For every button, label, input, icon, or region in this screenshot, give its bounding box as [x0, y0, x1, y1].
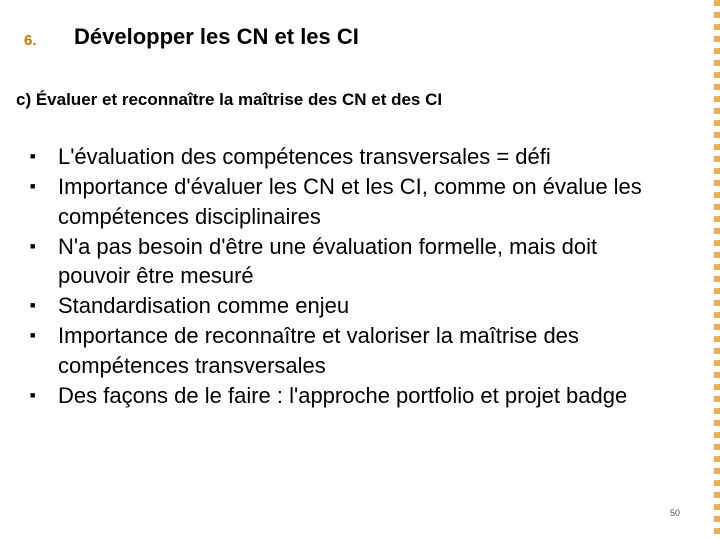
edge-dash-decoration [696, 0, 720, 540]
square-bullet-icon: ■ [30, 181, 36, 191]
page-number: 50 [669, 508, 680, 518]
bullet-item [30, 142, 670, 172]
square-bullet-icon: ■ [30, 151, 36, 161]
square-bullet-icon: ■ [30, 389, 36, 400]
edge-dash [714, 48, 720, 54]
edge-dash [714, 156, 720, 162]
edge-dash [714, 216, 720, 222]
bullet-text: Standardisation comme enjeu [58, 293, 350, 318]
subtitle: c) Évaluer et reconnaître la maîtrise des CN et des CI [16, 90, 443, 109]
edge-dash [714, 96, 720, 102]
edge-dash [714, 168, 720, 174]
square-bullet-icon: ■ [30, 300, 36, 310]
edge-dash [714, 420, 720, 426]
edge-dash [714, 492, 720, 498]
edge-dash [714, 468, 720, 474]
edge-dash [714, 444, 720, 450]
square-bullet-icon: ■ [30, 330, 36, 340]
edge-dash [714, 312, 720, 318]
bullet-item [30, 291, 670, 321]
edge-dash [714, 24, 720, 30]
edge-dash [714, 264, 720, 270]
edge-dash [714, 192, 720, 198]
edge-dash [714, 348, 720, 354]
edge-dash [714, 372, 720, 378]
edge-dash [714, 60, 720, 66]
edge-dash [714, 432, 720, 438]
edge-dash [714, 396, 720, 402]
edge-dash [714, 504, 720, 510]
edge-dash [714, 300, 720, 306]
edge-dash [714, 0, 720, 6]
edge-dash [714, 276, 720, 282]
edge-dash [714, 252, 720, 258]
square-bullet-icon: ■ [30, 240, 36, 251]
bullet-text: L'évaluation des compétences transversales = défi [58, 144, 551, 169]
bullet-item [30, 321, 670, 380]
edge-dash [714, 108, 720, 114]
edge-dash [714, 528, 720, 534]
bullet-text: Importance d'évaluer les CN et les CI, comme on évalue les compétences disciplinaires [58, 174, 642, 229]
edge-dash [714, 408, 720, 414]
bullet-text: N'a pas besoin d'être une évaluation formelle, mais doit pouvoir être mesuré [58, 233, 598, 288]
bullet-list [30, 142, 670, 411]
edge-dash [714, 324, 720, 330]
edge-dash [714, 36, 720, 42]
edge-dash [714, 180, 720, 186]
section-number: 6. [24, 32, 37, 49]
bullet-item [30, 172, 670, 231]
bullet-text: Importance de reconnaître et valoriser la maîtrise des compétences transversales [58, 323, 579, 378]
edge-dash [714, 288, 720, 294]
edge-dash [714, 12, 720, 18]
edge-dash [714, 84, 720, 90]
edge-dash [714, 240, 720, 246]
edge-dash [714, 456, 720, 462]
edge-dash [714, 336, 720, 342]
section-title: Développer les CN et les CI [74, 24, 359, 49]
edge-dash [714, 72, 720, 78]
edge-dash [714, 384, 720, 390]
edge-dash [714, 144, 720, 150]
bullet-item [30, 381, 670, 411]
bullet-text: Des façons de le faire : l'approche portfolio et projet badge [58, 382, 628, 408]
bullet-item [30, 232, 670, 291]
edge-dash [714, 228, 720, 234]
edge-dash [714, 360, 720, 366]
edge-dash [714, 132, 720, 138]
edge-dash [714, 480, 720, 486]
edge-dash [714, 204, 720, 210]
edge-dash [714, 120, 720, 126]
edge-dash [714, 516, 720, 522]
